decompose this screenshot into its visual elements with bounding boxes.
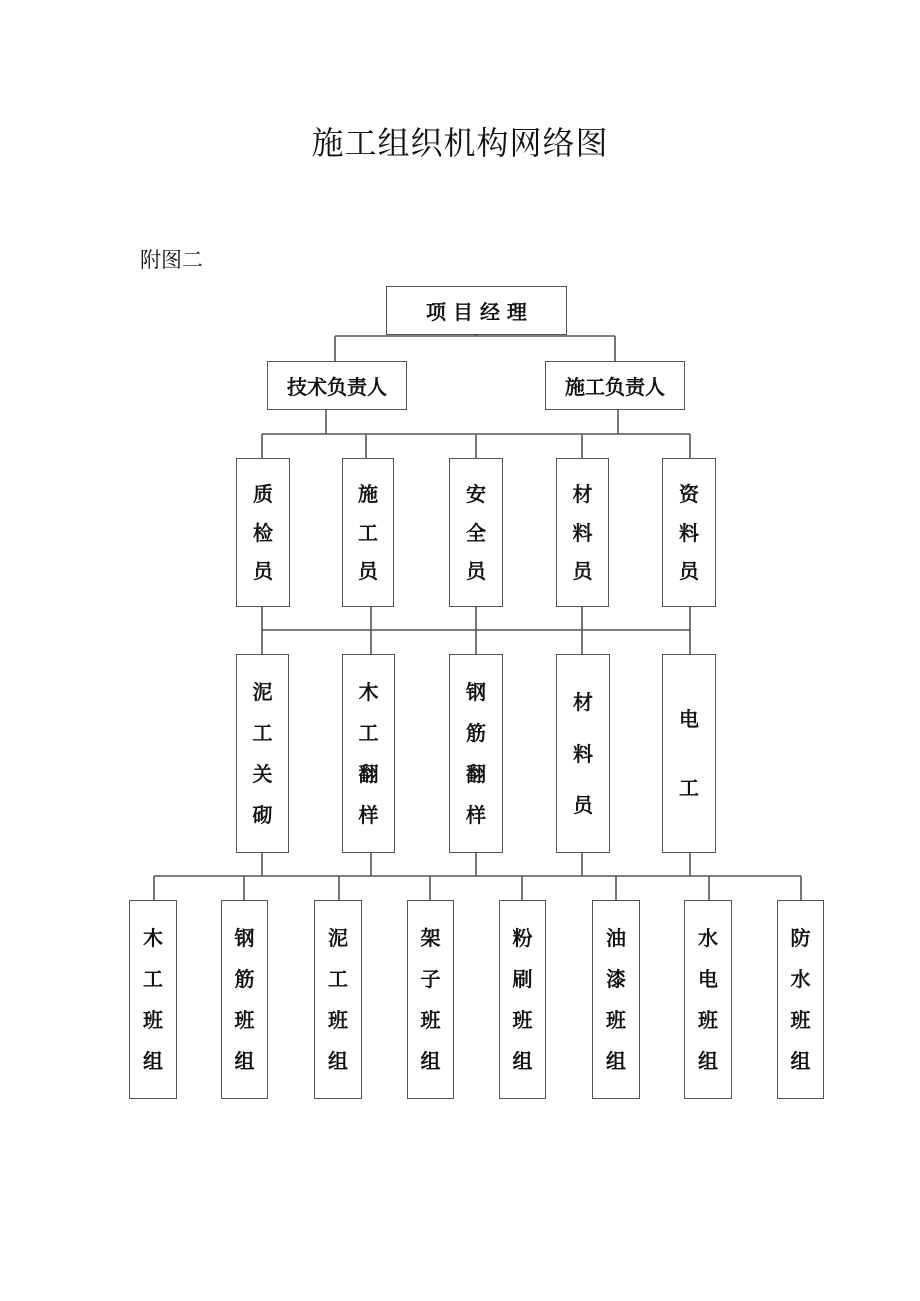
node-trade-materials xyxy=(556,654,610,853)
node-team-masonry xyxy=(314,900,362,1099)
node-trade-electrician xyxy=(662,654,716,853)
node-project-manager xyxy=(386,286,567,335)
node-label-char: 工 xyxy=(358,520,378,545)
node-label-char: 员 xyxy=(466,559,486,584)
node-label-char: 组 xyxy=(606,1049,626,1073)
node-label-char: 样 xyxy=(358,803,379,827)
node-label-char: 班 xyxy=(698,1008,718,1032)
node-staff-materials xyxy=(556,458,609,607)
node-label-char: 样 xyxy=(466,803,486,827)
node-technical-lead xyxy=(267,361,407,410)
node-label-char: 材 xyxy=(573,690,593,715)
node-label-char: 筋 xyxy=(234,967,255,991)
node-label-char: 水 xyxy=(698,926,718,950)
node-team-scaffolding xyxy=(407,900,454,1099)
node-staff-quality xyxy=(236,458,290,607)
node-label-char: 关 xyxy=(252,762,273,786)
node-label-char: 泥 xyxy=(252,680,273,704)
node-label-char: 翻 xyxy=(466,762,486,786)
node-label-char: 翻 xyxy=(358,762,379,786)
node-label-char: 班 xyxy=(234,1008,255,1032)
node-label-char: 筋 xyxy=(466,721,486,745)
node-label-char: 班 xyxy=(420,1008,441,1032)
node-label-char: 电 xyxy=(698,967,718,991)
node-staff-safety xyxy=(449,458,503,607)
node-label-char: 木 xyxy=(143,926,163,950)
node-label-char: 工 xyxy=(328,967,348,991)
node-staff-documents xyxy=(662,458,716,607)
node-label-char: 员 xyxy=(358,559,378,584)
node-trade-carpentry-layout xyxy=(342,654,395,853)
node-label-char: 质 xyxy=(253,481,273,506)
node-label-char: 组 xyxy=(328,1049,348,1073)
node-team-rebar xyxy=(221,900,268,1099)
appendix-label: 附图二 xyxy=(140,248,203,272)
node-team-waterproofing xyxy=(777,900,824,1099)
node-label-char: 组 xyxy=(420,1049,441,1073)
node-team-carpentry xyxy=(129,900,177,1099)
node-label-char: 刷 xyxy=(512,967,533,991)
node-label-char: 员 xyxy=(572,559,593,584)
node-label-char: 漆 xyxy=(606,967,626,991)
node-label-char: 班 xyxy=(790,1008,811,1032)
node-label: 技术负责人 xyxy=(287,375,387,399)
node-label-char: 组 xyxy=(512,1049,533,1073)
node-label-char: 工 xyxy=(252,721,273,745)
node-construction-lead xyxy=(545,361,685,410)
node-staff-construction xyxy=(342,458,394,607)
node-label-char: 施 xyxy=(358,481,378,506)
page-title: 施工组织机构网络图 xyxy=(311,124,609,162)
node-label-char: 组 xyxy=(790,1049,811,1073)
node-label-char: 木 xyxy=(358,680,379,704)
node-label-char: 泥 xyxy=(328,926,348,950)
node-label-char: 班 xyxy=(328,1008,348,1032)
node-label-char: 资 xyxy=(679,481,699,506)
node-team-painting xyxy=(592,900,640,1099)
node-label-char: 砌 xyxy=(252,803,273,827)
node-trade-masonry xyxy=(236,654,289,853)
node-trade-rebar-layout xyxy=(449,654,503,853)
node-label-char: 组 xyxy=(234,1049,255,1073)
node-label-char: 安 xyxy=(466,481,486,506)
node-label-char: 员 xyxy=(573,792,593,817)
node-label-char: 组 xyxy=(143,1049,163,1073)
node-label-char: 员 xyxy=(253,559,273,584)
node-label-char: 油 xyxy=(606,926,626,950)
node-label-char: 料 xyxy=(572,520,593,545)
node-label-char: 员 xyxy=(679,559,699,584)
node-label-char: 防 xyxy=(790,926,811,950)
node-label-char: 水 xyxy=(790,967,811,991)
node-label-char: 钢 xyxy=(234,926,255,950)
node-label-char: 班 xyxy=(512,1008,533,1032)
node-label-char: 工 xyxy=(358,721,379,745)
node-label-char: 工 xyxy=(679,775,699,800)
node-label: 项 目 经 理 xyxy=(426,300,527,324)
node-label-char: 子 xyxy=(420,967,441,991)
node-label-char: 钢 xyxy=(466,680,486,704)
node-label-char: 班 xyxy=(606,1008,626,1032)
node-team-plastering xyxy=(499,900,546,1099)
node-label-char: 班 xyxy=(143,1008,163,1032)
node-label-char: 材 xyxy=(572,481,593,506)
node-label-char: 组 xyxy=(698,1049,718,1073)
node-label-char: 检 xyxy=(253,520,273,545)
node-label-char: 工 xyxy=(143,967,163,991)
node-label-char: 全 xyxy=(466,520,486,545)
node-label-char: 电 xyxy=(679,707,699,732)
node-label-char: 粉 xyxy=(512,926,533,950)
node-label-char: 料 xyxy=(573,741,593,766)
node-team-plumbing-electrical xyxy=(684,900,732,1099)
node-label: 施工负责人 xyxy=(565,375,665,399)
node-label-char: 架 xyxy=(420,926,441,950)
node-label-char: 料 xyxy=(679,520,699,545)
